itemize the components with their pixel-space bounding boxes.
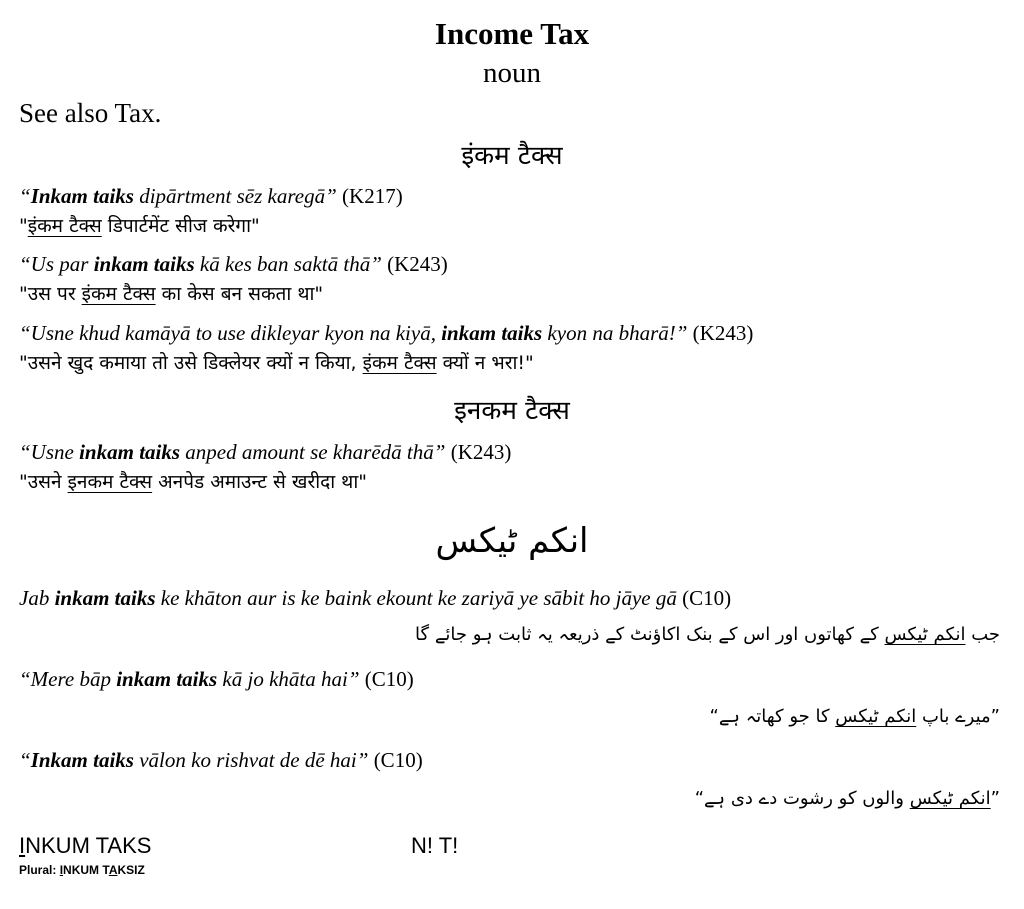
underlined-term: इंकम टैक्स: [27, 215, 102, 237]
citation: (K243): [381, 252, 448, 276]
part-of-speech: noun: [483, 57, 541, 89]
example-transliteration: “Usne khud kamāyā to use dikleyar kyon na kiyā, inkam taiks kyon na bharā!” (K243): [19, 321, 754, 345]
example-transliteration: “Us par inkam taiks kā kes ban saktā thā” (K243): [19, 252, 448, 276]
example-transliteration: “Mere bāp inkam taiks kā jo khāta hai” (C10): [19, 667, 414, 691]
underlined-term: इंकम टैक्स: [362, 352, 437, 374]
entry-title: Income Tax: [434, 16, 590, 51]
highlighted-term: inkam taiks: [93, 252, 195, 276]
example-transliteration: Jab inkam taiks ke khāton aur is ke baink ekount ke zariyā ye sābit ho jāye gā (C10): [19, 586, 732, 610]
underlined-term: انکم ٹیکس: [909, 788, 991, 809]
highlighted-term: inkam taiks: [441, 321, 543, 345]
highlighted-term: inkam taiks: [54, 586, 156, 610]
example-transliteration: “Usne inkam taiks anped amount se kharēdā thā” (K243): [19, 440, 512, 464]
citation: (C10): [359, 667, 414, 691]
highlighted-term: Inkam taiks: [30, 748, 134, 772]
underlined-term: इनकम टैक्स: [67, 471, 153, 493]
citation: (C10): [368, 748, 423, 772]
see-also-note: See also Tax.: [19, 98, 162, 128]
example-devanagari: "उसने इनकम टैक्स अनपेड अमाउन्ट से खरीदा था": [19, 471, 367, 493]
devanagari-heading-2: इनकम टैक्स: [454, 396, 570, 426]
underlined-term: انکم ٹیکس: [835, 706, 917, 727]
example-devanagari: "इंकम टैक्स डिपार्टमेंट सीज करेगा": [19, 215, 260, 237]
devanagari-heading-1: इंकम टैक्स: [461, 141, 563, 171]
example-devanagari: "उस पर इंकम टैक्स का केस बन सकता था": [19, 283, 324, 305]
example-urdu: ”انکم ٹیکس والوں کو رشوت دے دی ہے“: [694, 788, 1000, 809]
underlined-term: इंकम टैक्स: [81, 283, 156, 305]
citation: (K217): [336, 184, 403, 208]
example-transliteration: “Inkam taiks dipārtment sēz karegā” (K217): [19, 184, 403, 208]
urdu-heading: انکم ٹیکس: [435, 521, 589, 561]
plural-form: Plural: INKUM TAKSIZ: [19, 863, 145, 877]
example-urdu: جب انکم ٹیکس کے کھاتوں اور اس کے بنک اکاؤنٹ کے ذریعہ یہ ثابت ہو جائے گا: [415, 624, 1000, 645]
citation: (C10): [676, 586, 732, 610]
underlined-term: انکم ٹیکس: [884, 624, 966, 645]
citation: (K243): [445, 440, 512, 464]
example-transliteration: “Inkam taiks vālon ko rishvat de dē hai” (C10): [19, 748, 423, 772]
highlighted-term: Inkam taiks: [30, 184, 134, 208]
highlighted-term: inkam taiks: [116, 667, 218, 691]
example-urdu: ”میرے باپ انکم ٹیکس کا جو کھاتہ ہے“: [709, 706, 1000, 727]
pronunciation-spelling: INKUM TAKS: [19, 833, 152, 858]
example-devanagari: "उसने खुद कमाया तो उसे डिक्लेयर क्यों न किया, इंकम टैक्स क्यों न भरा!": [19, 352, 534, 374]
pronunciation-pos-code: N! T!: [411, 833, 459, 858]
highlighted-term: inkam taiks: [79, 440, 181, 464]
citation: (K243): [687, 321, 754, 345]
